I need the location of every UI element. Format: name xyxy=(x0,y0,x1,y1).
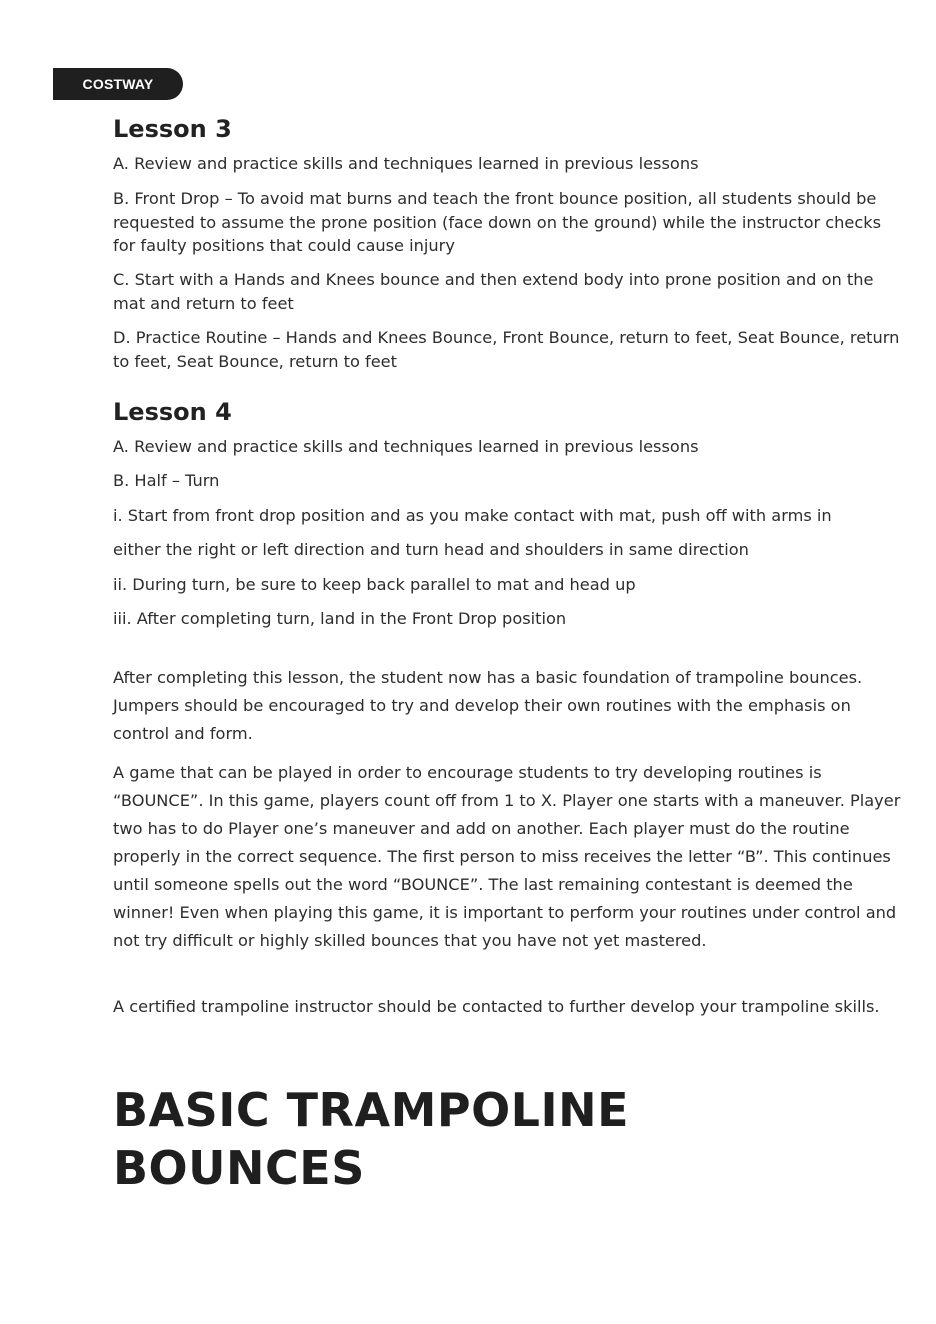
brand-label: COSTWAY xyxy=(82,76,154,92)
brand-logo-tab xyxy=(53,68,183,100)
lesson4-item-b-iii: iii. After completing turn, land in the Front Drop position xyxy=(113,609,567,628)
lesson4-item-b-i: i. Start from front drop position and as you make contact with mat, push off with arms in xyxy=(113,506,832,525)
paragraph-instructor: A certified trampoline instructor should be contacted to further develop your trampoline skills. xyxy=(113,997,880,1016)
lesson4-heading: Lesson 4 xyxy=(113,398,232,426)
section-title-line2: BOUNCES xyxy=(113,1141,365,1195)
lesson4-item-b-ii: ii. During turn, be sure to keep back parallel to mat and head up xyxy=(113,575,636,594)
section-title-line1: BASIC TRAMPOLINE xyxy=(113,1083,630,1137)
lesson4-item-b-i-cont: either the right or left direction and turn head and shoulders in same direction xyxy=(113,540,749,559)
lesson3-item-a: A. Review and practice skills and techniques learned in previous lessons xyxy=(113,154,699,173)
lesson4-item-b: B. Half – Turn xyxy=(113,471,220,490)
paragraph-bounce-game: A game that can be played in order to encourage students to try developing routines is “BOUNCE”. In this game, players count off from 1 to X. Player one starts with a maneuver. Player two has to do Player one’s maneuver and add on another. Each player must do the routine properly in the correct sequence. The first person to miss receives the letter “B”. This continues until someone spells out the word “BOUNCE”. The last remaining contestant is deemed the winner! Even when playing this game, it is important to perform your routines under control and not try difficult or highly skilled bounces that you have not yet mastered. xyxy=(113,763,901,950)
lesson4-item-a: A. Review and practice skills and techniques learned in previous lessons xyxy=(113,437,699,456)
lesson3-item-b: B. Front Drop – To avoid mat burns and teach the front bounce position, all students should be requested to assume the prone position (face down on the ground) while the instructor checks for faulty positions that could cause injury xyxy=(113,189,882,255)
lesson3-heading: Lesson 3 xyxy=(113,115,232,143)
paragraph-foundation: After completing this lesson, the student now has a basic foundation of trampoline bounces. Jumpers should be encouraged to try and develop their own routines with the emphasis on control and form. xyxy=(113,668,863,743)
lesson3-item-d: D. Practice Routine – Hands and Knees Bounce, Front Bounce, return to feet, Seat Bounce, return to feet, Seat Bounce, return to feet xyxy=(113,328,900,371)
lesson3-item-c: C. Start with a Hands and Knees bounce and then extend body into prone position and on the mat and return to feet xyxy=(113,270,874,313)
